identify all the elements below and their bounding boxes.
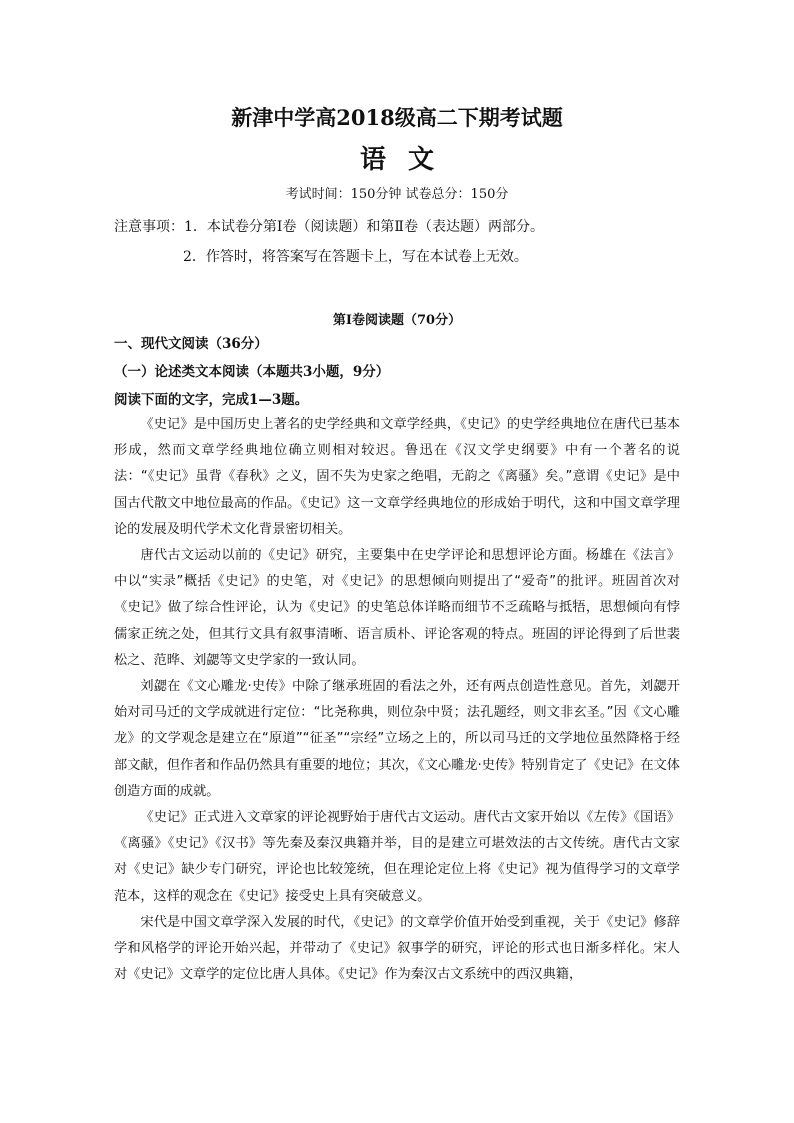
exam-info: 考试时间：150分钟 试卷总分：150分 (285, 187, 509, 202)
article-paragraph: 《史记》是中国历史上著名的史学经典和文章学经典，《史记》的史学经典地位在唐代已基本形成，然而文章学经典地位确立则相对较迟。鲁迅在《汉文学史纲要》中有一个著名的说法：“《史记》虽背《春秋》之义，固不失为史家之绝唱，无韵之《离骚》矣。”意谓《史记》是中国古代散文中地位最高的作品。《史记》这一文章学经典地位的形成始于明代，这和中国文章学理论的发展及明代学术文化背景密切相关。 (114, 417, 680, 537)
article-body (114, 412, 680, 988)
article-paragraph: 宋代是中国文章学深入发展的时代，《史记》的文章学价值开始受到重视，关于《史记》修辞学和风格学的评论开始兴起，并带动了《史记》叙事学的研究，评论的形式也日渐多样化。宋人对《史记》文章学的定位比唐人具体。《史记》作为秦汉古文系统中的西汉典籍， (114, 914, 680, 983)
subsection-heading: （一）论述类文本阅读（本题共3小题，9分） (114, 364, 390, 380)
notice-item-1: 注意事项：1．本试卷分第Ⅰ卷（阅读题）和第Ⅱ卷（表达题）两部分。 (114, 219, 544, 235)
article-paragraph: 《史记》正式进入文章家的评论视野始于唐代古文运动。唐代古文家开始以《左传》《国语》《离骚》《史记》《汉书》等先秦及秦汉典籍并举，目的是建立可堪效法的古文传统。唐代古文家对《史记》缺少专门研究，评论也比较笼统，但在理论定位上将《史记》视为值得学习的文章学范本，这样的观念在《史记》接受史上具有突破意义。 (114, 810, 680, 904)
subject-title: 语文 (359, 145, 456, 175)
notice-item-2: 2．作答时，将答案写在答题卡上，写在本试卷上无效。 (183, 249, 528, 265)
exam-title: 新津中学高2018级高二下期考试题 (231, 105, 563, 130)
reading-instruction: 阅读下面的文字，完成1—3题。 (114, 392, 309, 408)
article-paragraph: 刘勰在《文心雕龙·史传》中除了继承班固的看法之外，还有两点创造性意见。首先，刘勰开始对司马迁的文学成就进行定位：“比尧称典，则位杂中贤；法孔题经，则文非玄圣。”因《文心雕龙》的文学观念是建立在“原道”“征圣”“宗经”立场之上的，所以司马迁的文学地位虽然降格于经部文献，但作者和作品仍然具有重要的地位；其次，《文心雕龙·史传》特别肯定了《史记》在文体创造方面的成就。 (114, 679, 680, 799)
article-paragraph: 唐代古文运动以前的《史记》研究，主要集中在史学评论和思想评论方面。杨雄在《法言》中以“实录”概括《史记》的史笔，对《史记》的思想倾向则提出了“爱奇”的批评。班固首次对《史记》做了综合性评论，认为《史记》的史笔总体详略而细节不乏疏略与抵牾，思想倾向有悖儒家正统之处，但其行文具有叙事清晰、语言质朴、评论客观的特点。班固的评论得到了后世裴松之、范晔、刘勰等文史学家的一致认同。 (114, 548, 680, 668)
part-title: 第Ⅰ卷阅读题（70分） (332, 313, 462, 328)
section-heading: 一、现代文阅读（36分） (114, 336, 268, 352)
